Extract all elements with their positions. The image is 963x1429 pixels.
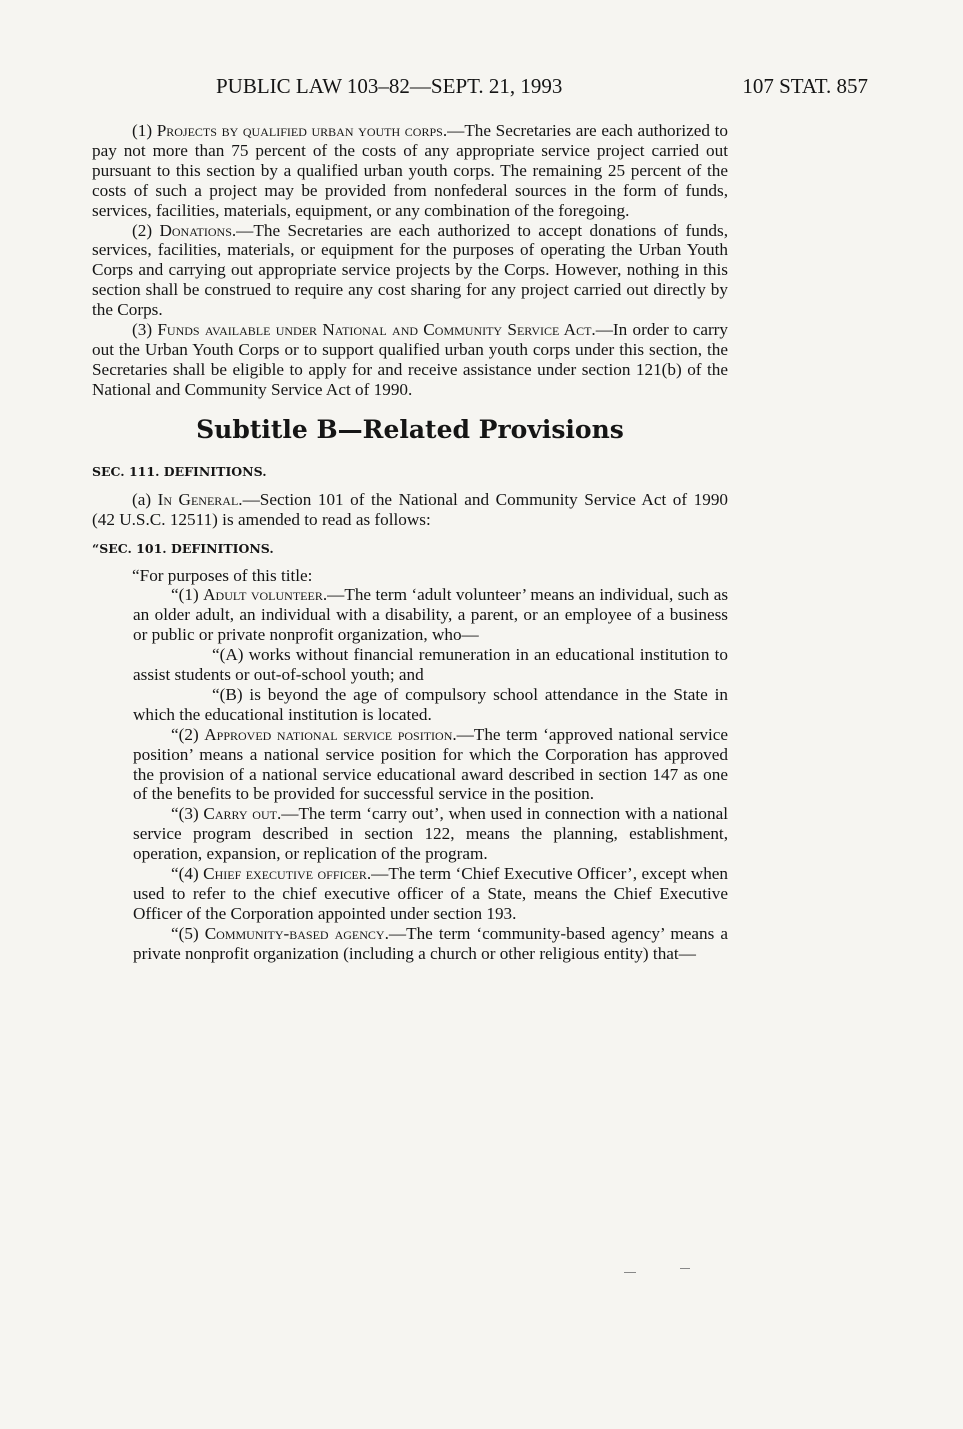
paragraph-text: —The Secretaries are each authorized to pay not more than 75 percent of the costs of any appropriate service project carried out pursuant to this section by a qualified urban youth corps. The remaining 25 percent of the costs of such a project may be provided from nonfederal sources in the form of funds, services, facilities, materials, equipment, or any combination of the foregoing. [92, 121, 728, 220]
section-111-heading: SEC. 111. DEFINITIONS. [92, 463, 267, 479]
stray-mark [680, 1268, 690, 1269]
definition-text: —The term ‘adult volunteer’ means an individual, such as an older adult, an individual with a disability, a parent, or an employee of a business or public or private nonprofit organization, who— [133, 585, 729, 645]
definition-heading: Chief executive officer. [203, 864, 372, 884]
definition-chief-executive [133, 864, 728, 924]
para-number: (2) [132, 220, 160, 240]
definition-carry-out [133, 804, 728, 864]
section-101-heading: “SEC. 101. DEFINITIONS. [92, 540, 274, 556]
paragraph-in-general [92, 490, 728, 530]
paragraph-text: —Section 101 of the National and Community Service Act of 1990 (42 U.S.C. 12511) is amended to read as follows: [92, 489, 729, 529]
paragraph-heading: Funds available under National and Community Service Act. [157, 320, 596, 340]
paragraph-heading: Donations. [159, 220, 237, 240]
clause-b: “(B) is beyond the age of compulsory school attendance in the State in which the educational institution is located. [133, 684, 728, 724]
clause-a: “(A) works without financial remuneration in an educational institution to assist students or out-of-school youth; and [133, 645, 728, 685]
page-number: 107 STAT. 857 [742, 74, 868, 98]
paragraph-donations [92, 221, 728, 321]
definition-text: —The term ‘carry out’, when used in connection with a national service program described in section 122, means the planning, establishment, operation, expansion, or replication of the program. [133, 804, 729, 864]
purposes-line: “For purposes of this title: [132, 565, 313, 585]
paragraph-funds [92, 320, 728, 400]
document-body [92, 121, 728, 964]
definition-community-agency [133, 924, 728, 964]
para-number: “(3) [171, 804, 204, 824]
para-number: “(4) [171, 864, 204, 884]
definition-approved-position [133, 725, 728, 805]
subtitle-heading: Subtitle B—Related Provisions [196, 414, 624, 444]
definition-heading: Community-based agency. [204, 923, 389, 943]
para-number: (3) [132, 320, 158, 340]
paragraph-text: —In order to carry out the Urban Youth Corps or to support qualified urban youth corps under this section, the Secretaries shall be eligible to apply for and receive assistance under section 121(b) of the National and Community Service Act of 1990. [92, 320, 729, 399]
para-number: “(2) [171, 724, 205, 744]
definition-text: —The term ‘community-based agency’ means a private nonprofit organization (including a church or other religious entity) that— [133, 923, 728, 963]
para-number: “(1) [171, 585, 204, 605]
para-number: “(5) [171, 923, 205, 943]
paragraph-heading: Projects by qualified urban youth corps. [156, 121, 448, 140]
paragraph-heading: In General. [157, 489, 243, 509]
definition-heading: Approved national service position. [204, 724, 457, 744]
definition-heading: Adult volunteer. [203, 585, 328, 605]
para-number: (1) [132, 121, 157, 140]
paragraph-projects [92, 121, 728, 221]
paragraph-text: —The Secretaries are each authorized to accept donations of funds, services, facilities, materials, or equipment for the purposes of operating the Urban Youth Corps and carrying out appropriate service projects by the Corps. However, nothing in this section shall be construed to require any cost sharing for any project carried out directly by the Corps. [92, 220, 728, 320]
running-head: PUBLIC LAW 103–82—SEPT. 21, 1993 [216, 74, 563, 98]
definition-adult-volunteer [133, 585, 728, 645]
stray-mark [624, 1272, 636, 1273]
definition-heading: Carry out. [203, 804, 282, 824]
definition-text: —The term ‘Chief Executive Officer’, except when used to refer to the chief executive officer of a State, means the Chief Executive Officer of the Corporation appointed under section 193. [133, 864, 729, 923]
para-number: (a) [132, 489, 158, 509]
page-header [98, 74, 868, 100]
definition-text: —The term ‘approved national service position’ means a national service position for which the Corporation has approved the provision of a national service educational award described in section 147 as one of the benefits to be provided for successful service in the position. [133, 724, 728, 804]
